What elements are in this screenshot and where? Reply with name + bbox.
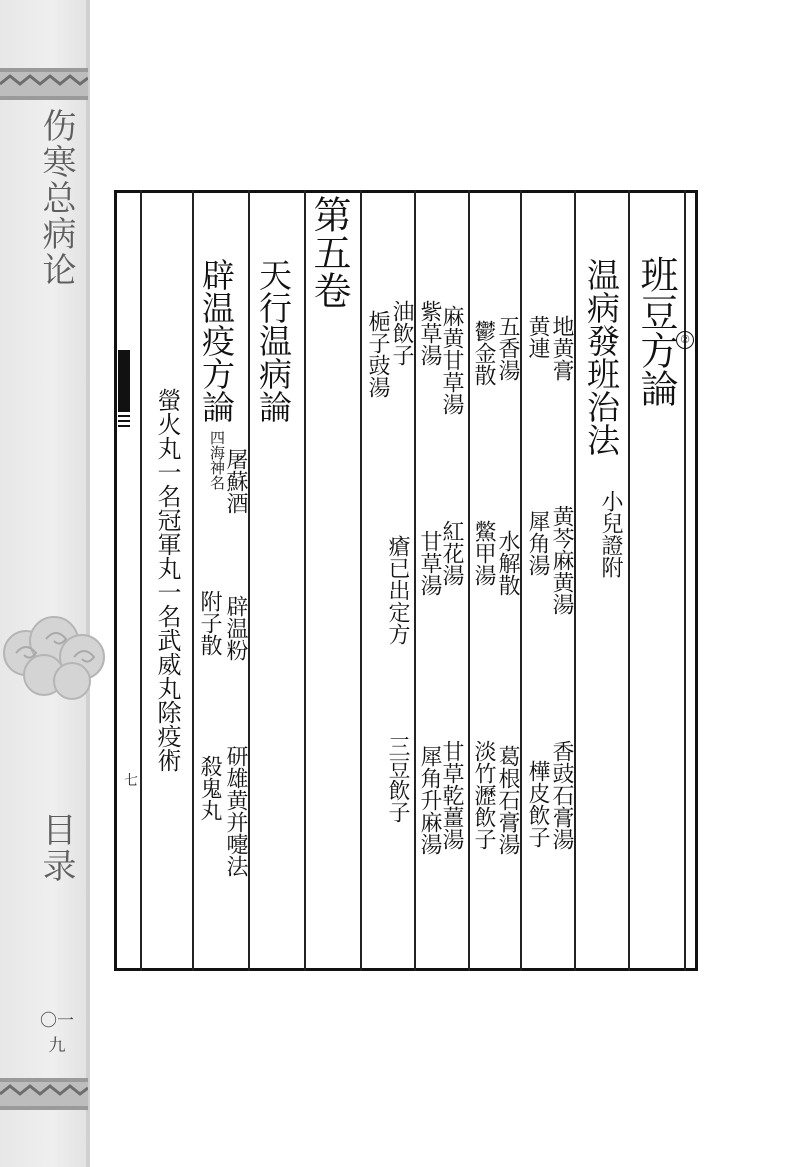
toc-entry: 地黄膏: [549, 315, 574, 381]
toc-entry: 黄連: [525, 315, 550, 359]
column-rule: [140, 190, 142, 971]
cloud-ornament-icon: [0, 605, 112, 715]
margin-edge: [86, 0, 90, 1167]
column-rule: [520, 190, 522, 971]
toc-entry: 鱉甲湯: [471, 520, 496, 586]
page-number: 〇一九: [40, 1011, 74, 1056]
toc-entry: 樺皮飲子: [525, 760, 550, 848]
section-title: 目录: [36, 812, 76, 884]
toc-entry: 梔子豉湯: [365, 310, 390, 398]
toc-entry: 葛根石膏湯: [495, 745, 520, 855]
column-rule: [414, 190, 416, 971]
heading-note: 小兒證附: [598, 490, 623, 578]
toc-entry: 辟温粉: [223, 595, 248, 661]
toc-entry: 黄芩麻黄湯: [549, 505, 574, 615]
toc-entry: 鬱金散: [471, 320, 496, 386]
fish-tail-mark: [118, 350, 130, 410]
note-mark: ②: [676, 331, 694, 349]
toc-entry: 三豆飲子: [385, 735, 410, 823]
toc-entry: 麻黄甘草湯: [439, 305, 464, 415]
bottom-ornament-band: [0, 1072, 88, 1116]
toc-entry: 甘草湯: [417, 530, 442, 596]
book-title: 伤寒总病论: [36, 108, 76, 288]
toc-entry: 淡竹瀝飲子: [471, 740, 496, 850]
chapter-heading: 天行温病論: [254, 258, 293, 423]
toc-entry: 附子散: [197, 590, 222, 656]
toc-entry: 屠蘇酒: [223, 448, 248, 514]
column-rule: [248, 190, 250, 971]
heading-note: 四海神名: [208, 430, 226, 490]
toc-entry: 瘡已出定方: [385, 535, 410, 645]
column-rule: [192, 190, 194, 971]
toc-entry: 水解散: [495, 530, 520, 596]
toc-entry: 紫草湯: [417, 300, 442, 366]
column-rule: [304, 190, 306, 971]
toc-entry: 油飲子: [389, 300, 414, 366]
section-heading: 温病發班治法: [582, 258, 621, 456]
toc-entry: 研雄黄并嚏法: [223, 745, 248, 877]
toc-entry: 五香湯: [495, 315, 520, 381]
toc-entry: 香豉石膏湯: [549, 740, 574, 850]
toc-entry: 甘草乾薑湯: [439, 740, 464, 850]
toc-entry: 殺鬼丸: [197, 755, 222, 821]
toc-entry: 螢火丸一名冠軍丸一名武威丸除疫術: [153, 388, 181, 772]
toc-entry: 犀角升麻湯: [417, 745, 442, 855]
chapter-heading: 辟温疫方論: [197, 258, 236, 423]
column-rule: [628, 190, 630, 971]
volume-heading: 第五卷: [307, 195, 351, 309]
column-rule: [684, 190, 686, 971]
top-ornament-band: [0, 62, 88, 106]
margin-leaf-char: 七: [124, 773, 138, 789]
toc-entry: 紅花湯: [439, 520, 464, 586]
toc-entry: 犀角湯: [525, 510, 550, 576]
column-rule: [574, 190, 576, 971]
chapter-title: 班豆方論: [634, 255, 678, 407]
column-rule: [468, 190, 470, 971]
column-rule: [360, 190, 362, 971]
